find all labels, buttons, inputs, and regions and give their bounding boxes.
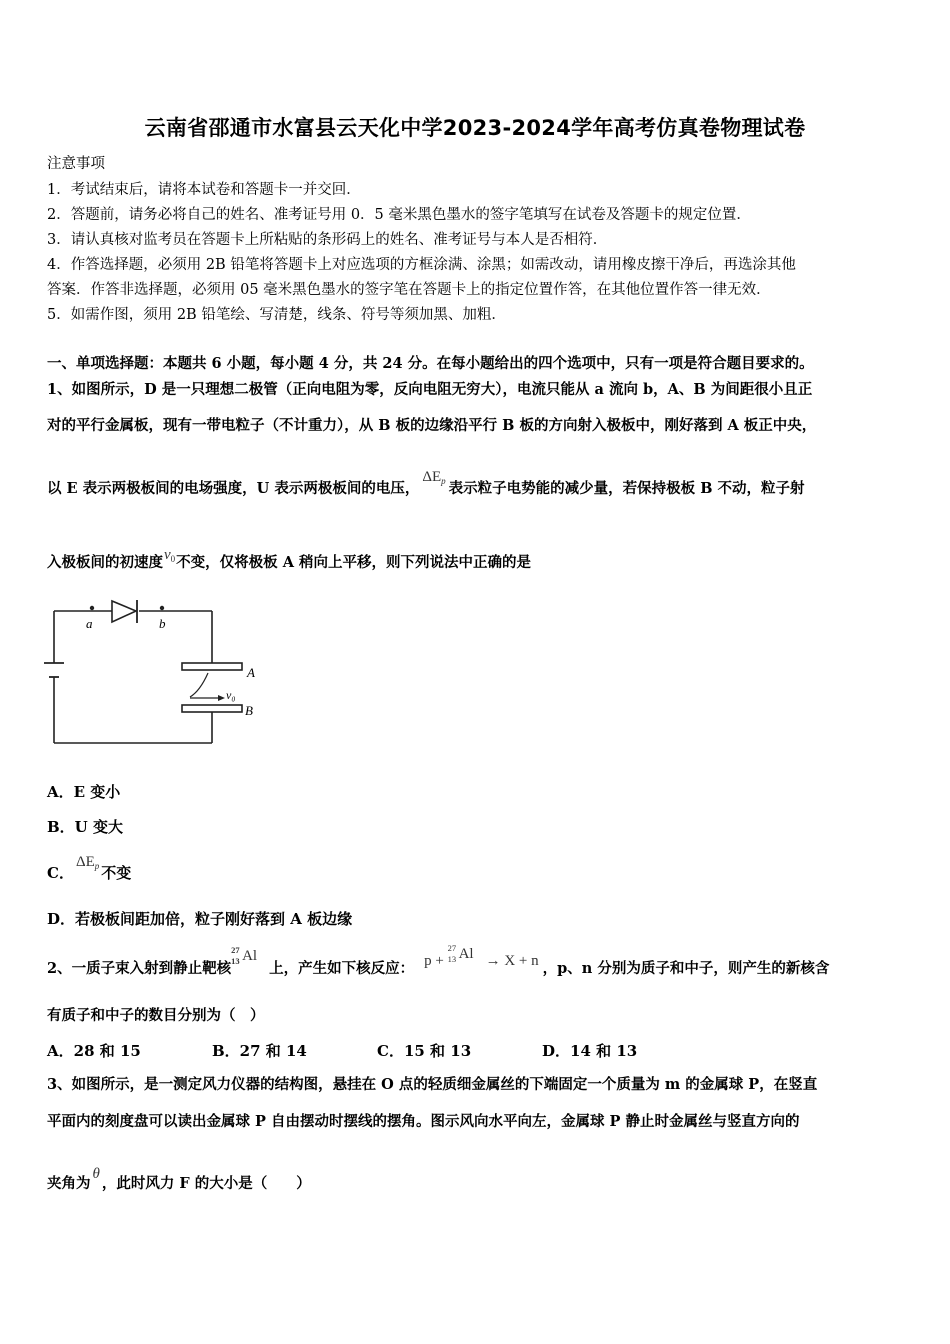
delta-ep-formula: $\Delta E_p$ [75,854,100,871]
plate-B [182,705,242,712]
theta-formula: θ [92,1166,100,1182]
notice-item: 2．答题前，请务必将自己的姓名、准考证号用 0．5 毫米黑色墨水的签字笔填写在试卷及答题卡的规定位置． [47,207,751,223]
option-c[interactable]: C．$\Delta E_p$ 不变 [47,854,132,882]
question-text [47,547,532,572]
option-d[interactable]: D．若极板间距加倍，粒子刚好落到 A 板边缘 [47,910,353,928]
notice-item: 5．如需作图，须用 2B 铅笔绘、写清楚，线条、符号等须加黑、加粗． [47,307,506,323]
battery-icon [44,663,64,677]
node-b [160,606,164,610]
label-a: a [86,616,93,631]
plate-A [182,663,242,670]
notice-heading: 注意事项 [47,156,105,172]
question-text: 平面内的刻度盘可以读出金属球 P 自由摆动时摆线的摆角。图示风向水平向左，金属球 P 静止时金属丝与竖直方向的 [47,1113,800,1130]
node-a [90,606,94,610]
reaction-formula: p + 27 13 Al → X + n [424,943,539,969]
question-text: 对的平行金属板，现有一带电粒子（不计重力），从 B 板的边缘沿平行 B 板的方向射入极板中，刚好落到 A 板正中央， [47,417,817,434]
al-nucleus: 27 13 Al [447,943,474,964]
option-c[interactable]: C．15 和 13 [377,1042,472,1060]
question-text: 1、如图所示，D 是一只理想二极管（正向电阻为零，反向电阻无穷大），电流只能从 a 流向 b，A、B 为间距很小且正 [47,381,813,398]
label-A: A [247,665,255,680]
label-B: B [245,703,253,718]
question-text-part: 以 E 表示两极板间的电场强度，U 表示两极板间的电压， [47,480,420,497]
velocity-arrow-icon [218,695,225,701]
al-nucleus: 27 13 Al [231,945,258,966]
page-title: 云南省邵通市水富县云天化中学2023-2024学年高考仿真卷物理试卷 [144,116,806,140]
section-heading: 一、单项选择题：本题共 6 小题，每小题 4 分，共 24 分。在每小题给出的四个选项中，只有一项是符合题目要求的。 [47,355,814,372]
notice-item: 3．请认真核对监考员在答题卡上所粘贴的条形码上的姓名、准考证号与本人是否相符． [47,232,608,248]
delta-ep-formula: $\Delta E_p$ [422,469,446,486]
label-b: b [159,616,166,631]
question-text-part: 入极板间的初速度 [47,554,163,571]
v0-formula: $v_0$ [164,547,176,564]
question-text [47,469,805,498]
notice-item: 4．作答选择题，必须用 2B 铅笔将答题卡上对应选项的方框涂满、涂黑；如需改动，请用橡皮擦干净后，再选涂其他 [47,257,796,273]
notice-item: 答案．作答非选择题，必须用 05 毫米黑色墨水的签字笔在答题卡上的指定位置作答，在其他位置作答一律无效． [47,282,771,298]
option-b[interactable]: B．U 变大 [47,818,123,836]
trajectory [190,673,208,697]
question-text-part: 表示粒子电势能的减少量，若保持极板 B 不动，粒子射 [448,480,805,497]
label-v0: v₀ [226,688,236,702]
diode-icon [112,600,137,623]
circuit-diagram [40,595,275,755]
question-text: 夹角为θ，此时风力 F 的大小是（ ） [47,1166,311,1192]
option-a[interactable]: A．28 和 15 [47,1042,141,1060]
option-b[interactable]: B．27 和 14 [212,1042,307,1060]
question-text-part: 不变，仅将极板 A 稍向上平移，则下列说法中正确的是 [176,554,532,571]
question-text: 2、一质子束入射到静止靶核 27 13 Al 上，产生如下核反应： p + 27 13 Al → X + n ，p、n 分别为质子和中子，则产生的新核含 [47,943,830,977]
option-d[interactable]: D．14 和 13 [542,1042,638,1060]
option-a[interactable]: A．E 变小 [47,783,121,801]
question-text: 有质子和中子的数目分别为（ ） [47,1007,265,1024]
notice-item: 1．考试结束后，请将本试卷和答题卡一并交回． [47,182,361,198]
question-text: 3、如图所示，是一测定风力仪器的结构图，悬挂在 O 点的轻质细金属丝的下端固定一个质量为 m 的金属球 P，在竖直 [47,1076,818,1093]
